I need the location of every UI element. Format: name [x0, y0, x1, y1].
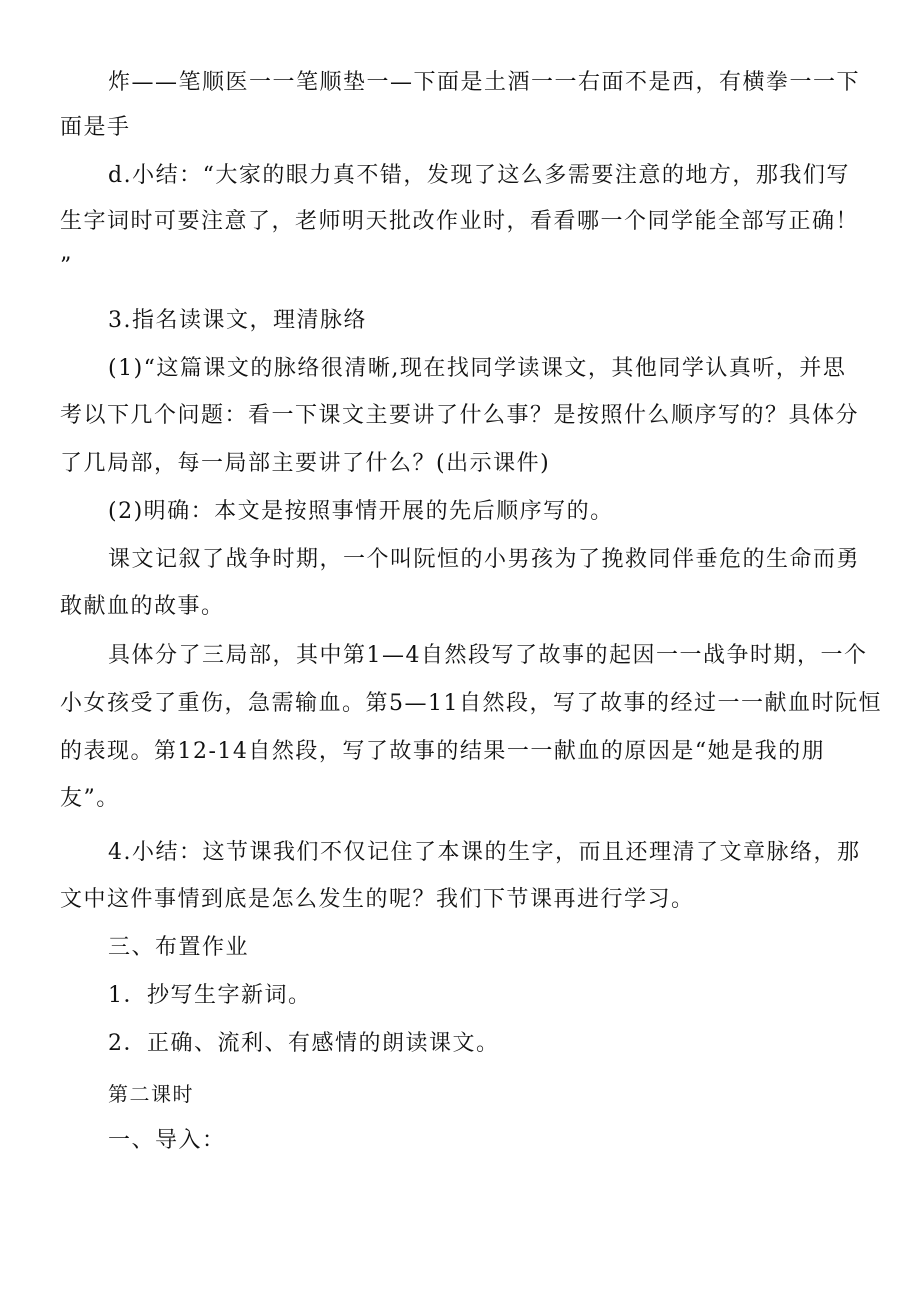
text-line: (1)“这篇课文的脉络很清晰,现在找同学读课文，其他同学认真听，并思 [108, 356, 847, 381]
text-line: 生字词时可要注意了，老师明天批改作业时，看看哪一个同学能全部写正确！ [60, 209, 860, 234]
list-item: 2．正确、流利、有感情的朗读课文。 [108, 1031, 500, 1056]
text-line: d.小结：“大家的眼力真不错，发现了这么多需要注意的地方，那我们写 [108, 163, 850, 188]
text-line: 具体分了三局部，其中第1—4自然段写了故事的起因一一战争时期，一个 [108, 643, 868, 668]
list-item: 1．抄写生字新词。 [108, 983, 312, 1008]
section-heading: 第二课时 [108, 1082, 194, 1106]
section-heading: 三、布置作业 [108, 935, 250, 960]
text-line: 敢献血的故事。 [60, 594, 225, 619]
text-line: 面是手 [60, 115, 131, 140]
text-line: 友”。 [60, 786, 120, 811]
text-line: 文中这件事情到底是怎么发生的呢？我们下节课再进行学习。 [60, 887, 695, 912]
section-heading: 一、导入： [108, 1128, 226, 1153]
text-line: (2)明确：本文是按照事情开展的先后顺序写的。 [108, 499, 614, 524]
text-line: 的表现。第12-14自然段，写了故事的结果一一献血的原因是“她是我的朋 [60, 739, 826, 764]
text-line: ” [60, 254, 73, 279]
text-line: 考以下几个问题：看一下课文主要讲了什么事？是按照什么顺序写的？具体分 [60, 403, 860, 428]
section-heading: 3.指名读课文，理清脉络 [108, 308, 367, 333]
text-line: 炸——笔顺医一一笔顺垫一—下面是土酒一一右面不是西，有横拳一一下 [108, 70, 861, 95]
text-line: 了几局部，每一局部主要讲了什么？(出示课件) [60, 451, 551, 476]
text-line: 小女孩受了重伤，急需输血。第5—11自然段，写了故事的经过一一献血时阮恒 [60, 691, 882, 716]
text-line: 4.小结：这节课我们不仅记住了本课的生字，而且还理清了文章脉络，那 [108, 840, 861, 865]
text-line: 课文记叙了战争时期，一个叫阮恒的小男孩为了挽救同伴垂危的生命而勇 [108, 547, 861, 572]
